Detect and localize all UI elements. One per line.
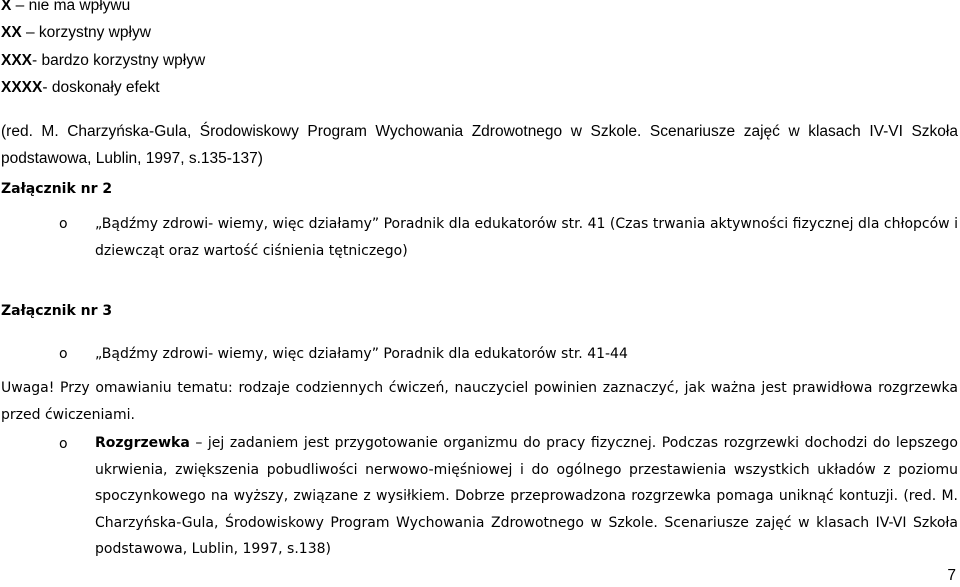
warmup-item bbox=[95, 430, 958, 563]
warmup-term: Rozgrzewka bbox=[95, 435, 190, 451]
legend-text: – korzystny wpływ bbox=[21, 24, 151, 41]
legend-line-xxxx bbox=[1, 79, 160, 97]
legend-text: – nie ma wpływu bbox=[11, 0, 131, 14]
legend-mark: XXXX bbox=[1, 79, 43, 96]
legend-mark: XXX bbox=[1, 52, 33, 69]
page-number: 7 bbox=[947, 567, 956, 584]
citation: (red. M. Charzyńska-Gula, Środowiskowy Program Wychowania Zdrowotnego w Szkole. Scenariusze zajęć w klasach IV-VI Szkoła podstawowa, Lublin, 1997, s.135-137) bbox=[1, 123, 958, 167]
bullet-icon: o bbox=[59, 216, 68, 232]
legend-line-xxx bbox=[1, 52, 205, 70]
warmup-text: – jej zadaniem jest przygotowanie organizmu do pracy fizycznej. Podczas rozgrzewki dochodzi do lepszego ukrwienia, zwiększenia pobudliwości nerwowo-mięśniowej i do ogólnego przestawienia wszystkich układów z poziomu spoczynkowego na wyższy, związane z wysiłkiem. Dobrze przeprowadzona rozgrzewka pomaga uniknąć kontuzji. (red. M. Charzyńska-Gula, Środowiskowy Program Wychowania Zdrowotnego w Szkole. Scenariusze zajęć w klasach IV-VI Szkoła podstawowa, Lublin, 1997, s.138) bbox=[95, 435, 958, 557]
legend-text: - doskonały efekt bbox=[42, 79, 160, 96]
legend-mark: XX bbox=[1, 24, 22, 41]
legend-line-x bbox=[1, 0, 130, 15]
bullet-icon: o bbox=[59, 346, 68, 362]
annex-3-title: Załącznik nr 3 bbox=[1, 303, 113, 319]
annex-2-title: Załącznik nr 2 bbox=[1, 181, 113, 197]
annex-2-item: „Bądźmy zdrowi- wiemy, więc działamy” Poradnik dla edukatorów str. 41 (Czas trwania aktywności fizycznej dla chłopców i dziewcząt oraz wartość ciśnienia tętniczego) bbox=[95, 216, 958, 259]
bullet-icon: o bbox=[59, 436, 68, 452]
legend-text: - bardzo korzystny wpływ bbox=[32, 52, 206, 69]
legend-line-xx bbox=[1, 24, 151, 42]
note-paragraph: Uwaga! Przy omawianiu tematu: rodzaje codziennych ćwiczeń, nauczyciel powinien zaznaczyć, jak ważna jest prawidłowa rozgrzewka przed ćwiczeniami. bbox=[1, 380, 958, 423]
annex-3-item: „Bądźmy zdrowi- wiemy, więc działamy” Poradnik dla edukatorów str. 41-44 bbox=[95, 346, 628, 362]
legend-mark: X bbox=[1, 0, 12, 14]
